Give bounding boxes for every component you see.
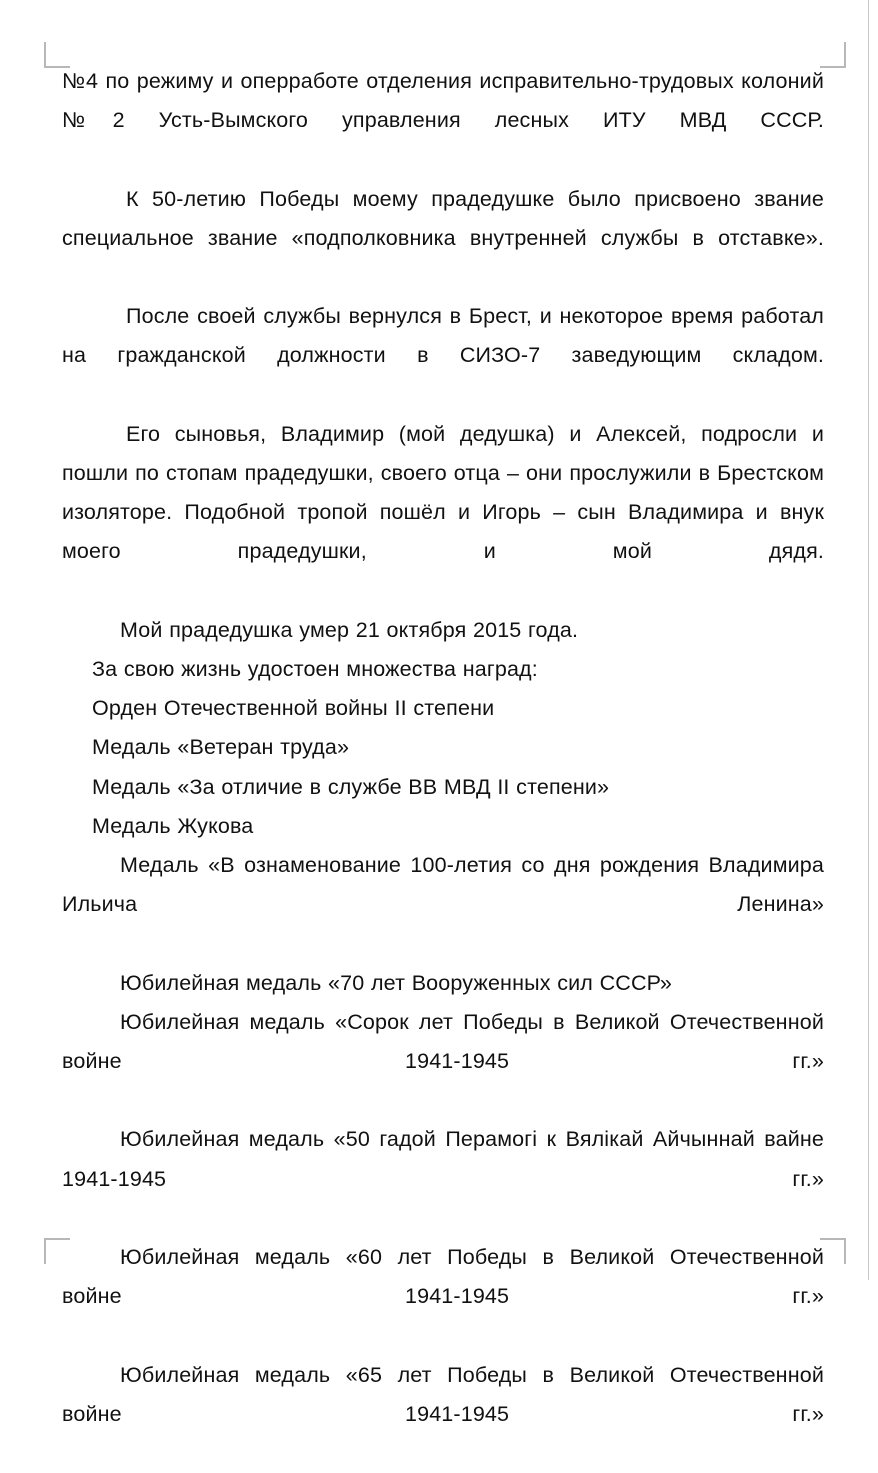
award-item-veteran-of-labour: Медаль «Ветеран труда» bbox=[92, 735, 350, 760]
award-item-40-years-victory: Юбилейная медаль «Сорок лет Победы в Великой Отечественной войне 1941-1945 гг.» bbox=[62, 1009, 824, 1074]
award-item-65-years-victory: Юбилейная медаль «65 лет Победы в Великой Отечественной войне 1941-1945 гг.» bbox=[62, 1362, 824, 1426]
paragraph-death-date: Мой прадедушка умер 21 октября 2015 года. bbox=[120, 617, 579, 642]
paragraph-sons: Его сыновья, Владимир (мой дедушка) и Алексей, подросли и пошли по стопам прадедушки, своего отца – они прослужили в Брестском изоляторе. Подобной тропой пошёл и Игорь – сын Владимира и внук моего прадедушки, и мой дядя. bbox=[62, 421, 824, 564]
paragraph-awards-intro: За свою жизнь удостоен множества наград: bbox=[92, 657, 538, 682]
document-text-body bbox=[62, 62, 824, 1473]
award-item-distinction-in-service: Медаль «За отличие в службе ВВ МВД II степени» bbox=[92, 774, 610, 799]
award-item-70-years-armed-forces: Юбилейная медаль «70 лет Вооруженных сил СССР» bbox=[120, 970, 673, 995]
award-item-order-patriotic-war: Орден Отечественной войны II степени bbox=[92, 696, 495, 721]
award-item-50-years-victory-belarusian: Юбилейная медаль «50 гадой Перамогі к Вялікай Айчыннай вайне 1941-1945 гг.» bbox=[62, 1127, 824, 1191]
award-item-zhukov-medal: Медаль Жукова bbox=[92, 813, 254, 838]
paragraph-after-service: После своей службы вернулся в Брест, и некоторое время работал на гражданской должности в СИЗО-7 заведующим складом. bbox=[62, 304, 824, 368]
page-edge-rule bbox=[868, 0, 869, 1280]
paragraph-rank-awarded: К 50-летию Победы моему прадедушке было присвоено звание специальное звание «подполковника внутренней службы в отставке». bbox=[62, 186, 824, 250]
award-item-60-years-victory: Юбилейная медаль «60 лет Победы в Великой Отечественной войне 1941-1945 гг.» bbox=[62, 1245, 824, 1309]
paragraph-continuation: №4 по режиму и оперработе отделения исправительно-трудовых колоний №2 Усть-Вымского управления лесных ИТУ МВД СССР. bbox=[62, 69, 824, 133]
award-item-lenin-centenary: Медаль «В ознаменование 100-летия со дня рождения Владимира Ильича Ленина» bbox=[62, 853, 824, 917]
